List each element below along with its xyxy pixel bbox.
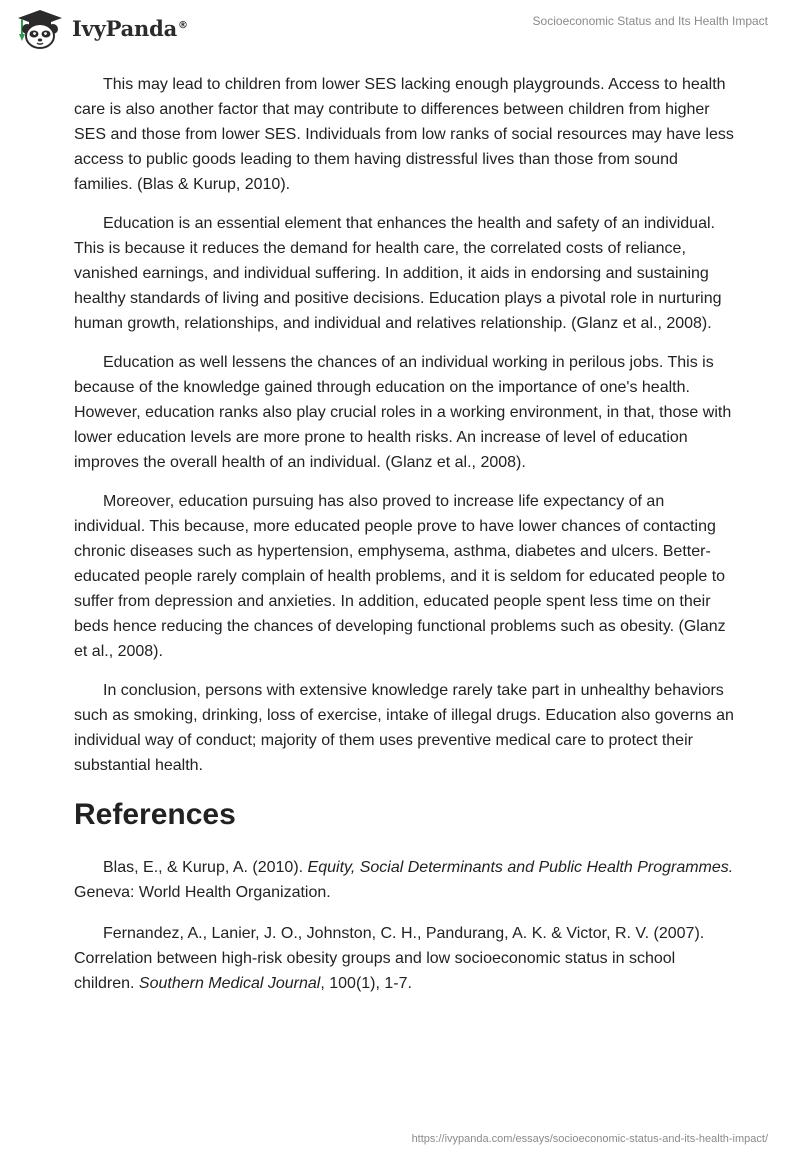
registered-mark: ®: [178, 19, 188, 31]
essay-content: [74, 72, 734, 1012]
body-paragraph: Education as well lessens the chances of an individual working in perilous jobs. This is because of the knowledge gained through education on the importance of one's health. However, education ranks also play crucial roles in a working environment, in that, those with lower education levels are more prone to health risks. An increase of level of education improves the overall health of an individual. (Glanz et al., 2008).: [74, 354, 732, 471]
ivypanda-logo[interactable]: [14, 8, 188, 50]
body-paragraph: Moreover, education pursuing has also proved to increase life expectancy of an individual. This because, more educated people prove to have lower chances of contacting chronic diseases such as hypertension, emphysema, asthma, diabetes and ulcers. Better-educated people rarely complain of health problems, and it is seldom for educated people to suffer from depression and anxieties. In addition, educated people spent less time on their beds hence reducing the chances of developing functional problems such as obesity. (Glanz et al., 2008).: [74, 493, 726, 660]
brand-name: IvyPanda®: [72, 15, 188, 41]
body-paragraph: This may lead to children from lower SES lacking enough playgrounds. Access to health care is also another factor that may contribute to differences between children from higher SES and those from lower SES. Individuals from low ranks of social resources may have less access to public goods leading to them having distressful lives than those from sound families. (Blas & Kurup, 2010).: [74, 76, 734, 193]
reference-volume: , 100(1), 1-7.: [320, 975, 412, 992]
document-title: Socioeconomic Status and Its Health Impact: [532, 14, 768, 28]
reference-title: Equity, Social Determinants and Public Health Programmes.: [307, 859, 734, 876]
page-header: [0, 0, 800, 62]
reference-entry: [74, 855, 734, 905]
panda-graduate-icon: [14, 8, 66, 50]
reference-publisher: Geneva: World Health Organization.: [74, 884, 331, 901]
reference-authors: Fernandez, A., Lanier, J. O., Johnston, C. H., Pandurang, A. K. & Victor, R. V. (2007). Correlation between high-risk obesity groups and low socioeconomic status in school children.: [74, 925, 705, 992]
reference-journal: Southern Medical Journal: [138, 975, 321, 992]
reference-authors: Blas, E., & Kurup, A. (2010).: [103, 859, 308, 876]
body-paragraph: Education is an essential element that enhances the health and safety of an individual. This is because it reduces the demand for health care, the correlated costs of reliance, vanished earnings, and individual suffering. In addition, it aids in endorsing and sustaining healthy standards of living and positive decisions. Education plays a pivotal role in nurturing human growth, relationships, and individual and relatives relationship. (Glanz et al., 2008).: [74, 215, 722, 332]
source-url[interactable]: https://ivypanda.com/essays/socioeconomic-status-and-its-health-impact/: [411, 1133, 768, 1145]
body-paragraph: In conclusion, persons with extensive knowledge rarely take part in unhealthy behaviors such as smoking, drinking, loss of exercise, intake of illegal drugs. Education also governs an individual way of conduct; majority of them uses preventive medical care to protect their substantial health.: [74, 682, 734, 774]
references-heading: References: [74, 798, 236, 831]
reference-entry: [74, 921, 734, 996]
